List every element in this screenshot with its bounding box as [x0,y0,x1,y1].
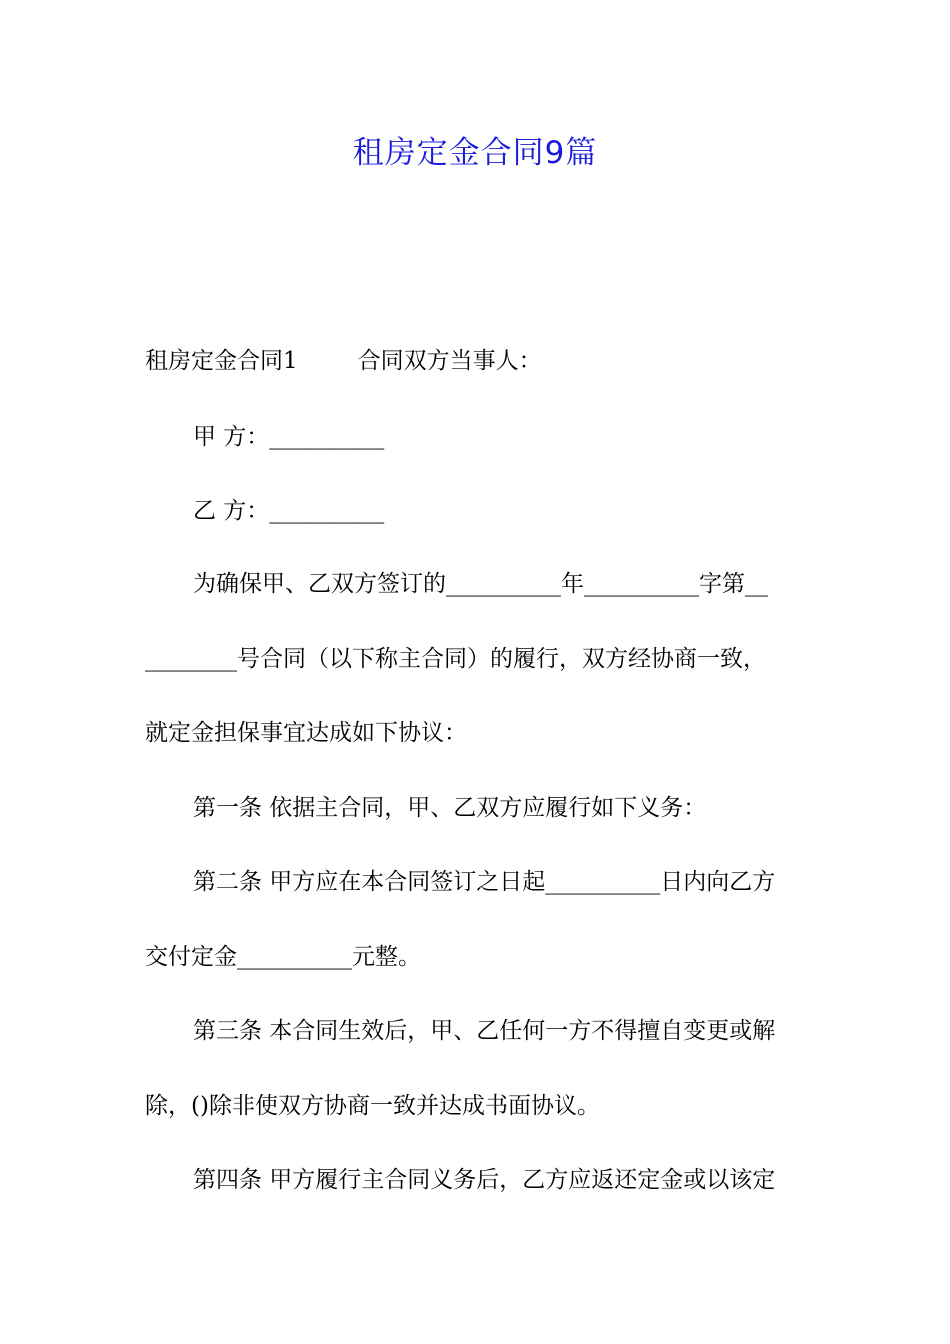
article-3-line: 第三条 本合同生效后，甲、乙任何一方不得擅自变更或解 [193,1018,776,1044]
party-a-line: 甲 方：__________ [193,424,385,450]
document-title: 租房定金合同9篇 [352,135,598,171]
paragraph-line: 为确保甲、乙双方签订的__________年__________字第__ [193,571,768,597]
article-4-line: 第四条 甲方履行主合同义务后，乙方应返还定金或以该定 [193,1167,776,1193]
paragraph-line: 交付定金__________元整。 [145,944,421,970]
contract-number-label: 租房定金合同1 [145,348,298,374]
article-2-line: 第二条 甲方应在本合同签订之日起__________日内向乙方 [193,869,776,895]
parties-heading: 合同双方当事人： [357,348,542,374]
contract-heading-line [145,341,815,381]
paragraph-line: ________号合同（以下称主合同）的履行，双方经协商一致， [145,646,766,672]
party-b-line: 乙 方：__________ [193,498,385,524]
paragraph-line: 除，()除非使双方协商一致并达成书面协议。 [145,1093,600,1119]
article-1-line: 第一条 依据主合同，甲、乙双方应履行如下义务： [193,795,707,821]
paragraph-line: 就定金担保事宜达成如下协议： [145,720,467,746]
